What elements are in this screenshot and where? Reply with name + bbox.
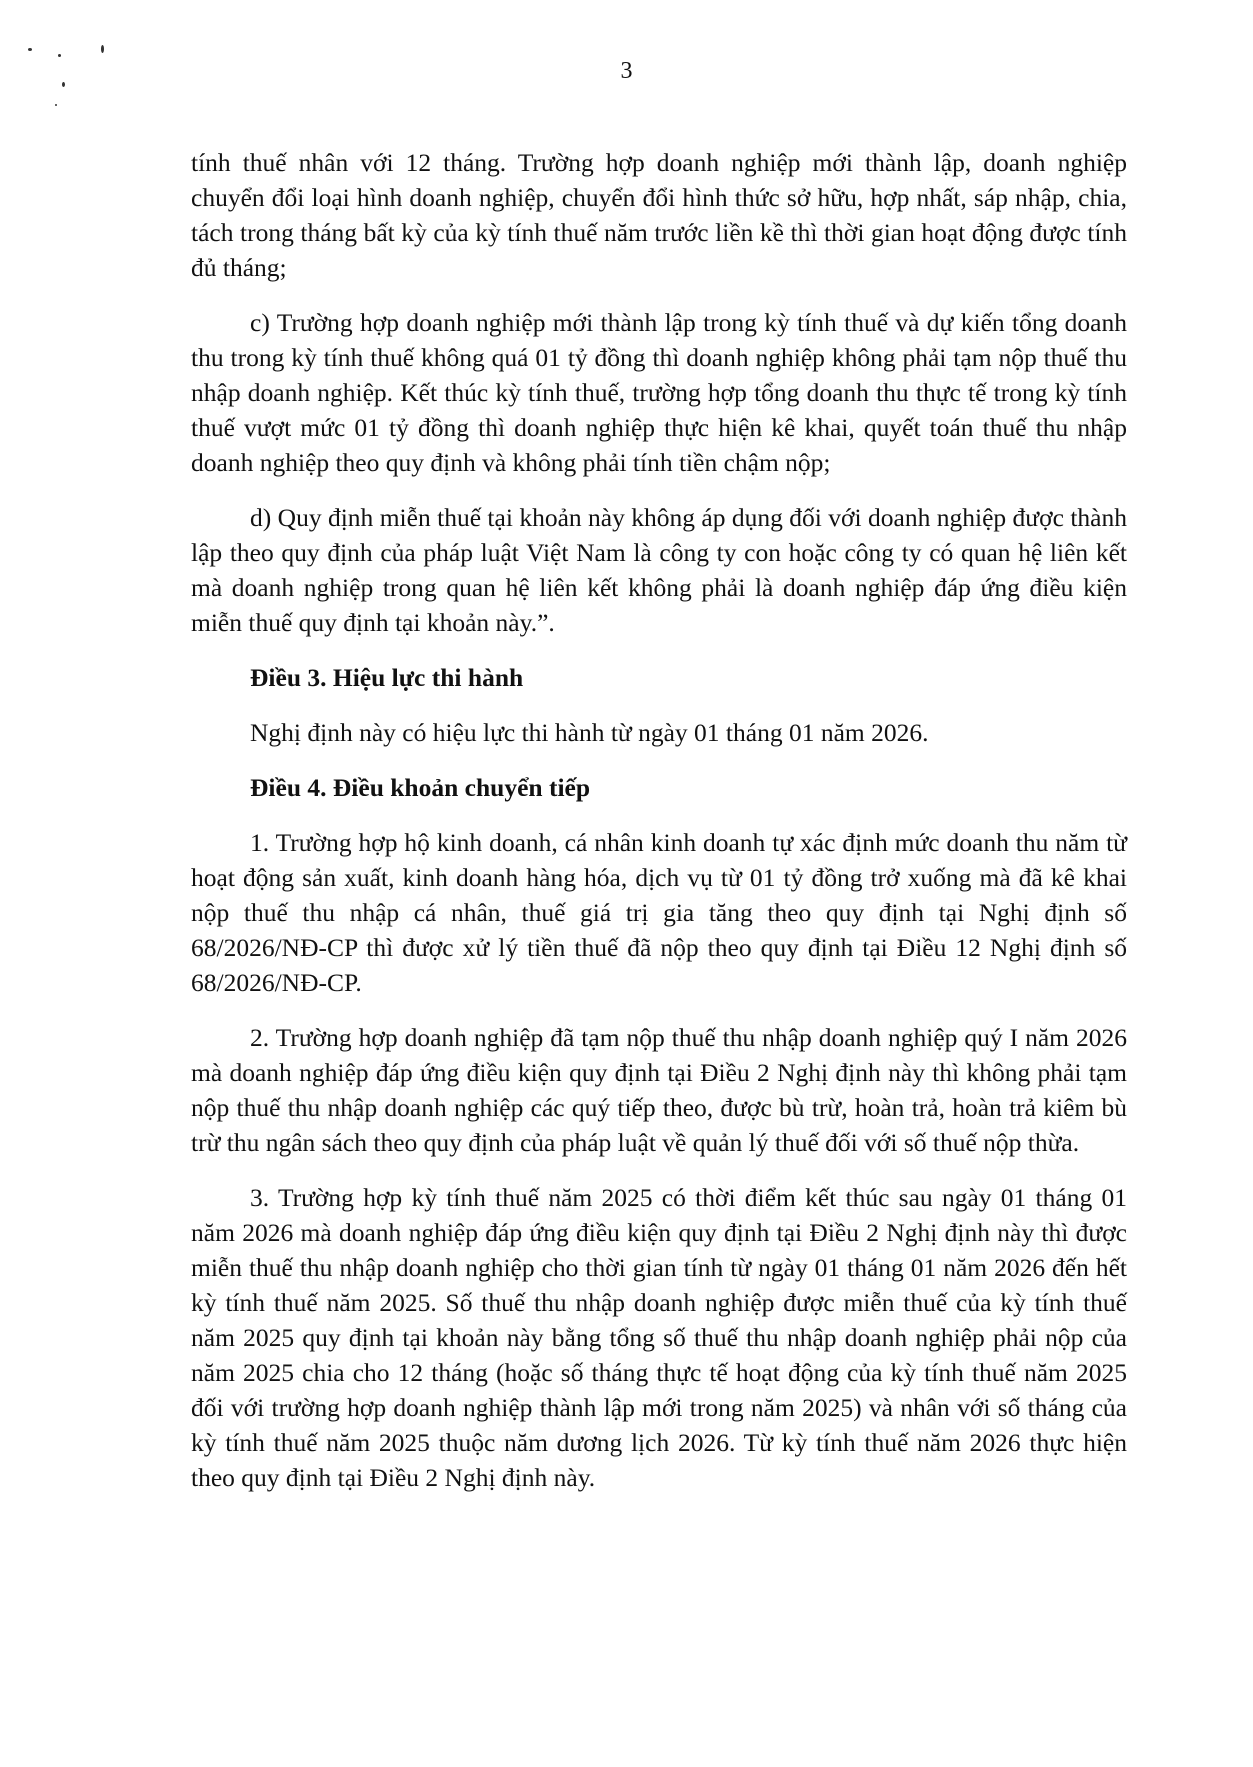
article-3-text: Nghị định này có hiệu lực thi hành từ ngày 01 tháng 01 năm 2026. bbox=[250, 718, 929, 747]
scan-speck bbox=[58, 54, 61, 57]
page-number: 3 bbox=[620, 58, 633, 84]
article-4-clause-1: 1. Trường hợp hộ kinh doanh, cá nhân kinh doanh tự xác định mức doanh thu năm từ hoạt động sản xuất, kinh doanh hàng hóa, dịch vụ từ 01 tỷ đồng trở xuống mà đã kê khai nộp thuế thu nhập cá nhân, thuế giá trị gia tăng theo quy định tại Nghị định số 68/2026/NĐ-CP thì được xử lý tiền thuế đã nộp theo quy định tại Điều 12 Nghị định số 68/2026/NĐ-CP. bbox=[191, 828, 1127, 997]
scan-speck bbox=[55, 104, 57, 106]
paragraph-continuation: tính thuế nhân với 12 tháng. Trường hợp doanh nghiệp mới thành lập, doanh nghiệp chuyển đổi loại hình doanh nghiệp, chuyển đổi hình thức sở hữu, hợp nhất, sáp nhập, chia, tách trong tháng bất kỳ của kỳ tính thuế năm trước liền kề thì thời gian hoạt động được tính đủ tháng; bbox=[191, 148, 1127, 282]
paragraph-point-c: c) Trường hợp doanh nghiệp mới thành lập trong kỳ tính thuế và dự kiến tổng doanh thu trong kỳ tính thuế không quá 01 tỷ đồng thì doanh nghiệp không phải tạm nộp thuế thu nhập doanh nghiệp. Kết thúc kỳ tính thuế, trường hợp tổng doanh thu thực tế trong kỳ tính thuế vượt mức 01 tỷ đồng thì doanh nghiệp thực hiện kê khai, quyết toán thuế thu nhập doanh nghiệp theo quy định và không phải tính tiền chậm nộp; bbox=[191, 308, 1127, 477]
scan-speck bbox=[101, 45, 104, 53]
article-3-heading: Điều 3. Hiệu lực thi hành bbox=[250, 663, 524, 692]
article-4-heading: Điều 4. Điều khoản chuyển tiếp bbox=[250, 773, 591, 802]
scan-speck bbox=[28, 48, 32, 51]
article-4-clause-3: 3. Trường hợp kỳ tính thuế năm 2025 có thời điểm kết thúc sau ngày 01 tháng 01 năm 2026 mà doanh nghiệp đáp ứng điều kiện quy định tại Điều 2 Nghị định này thì được miễn thuế thu nhập doanh nghiệp cho thời gian tính từ ngày 01 tháng 01 năm 2026 đến hết kỳ tính thuế năm 2025. Số thuế thu nhập doanh nghiệp được miễn thuế của kỳ tính thuế năm 2025 quy định tại khoản này bằng tổng số thuế thu nhập doanh nghiệp phải nộp của năm 2025 chia cho 12 tháng (hoặc số tháng thực tế hoạt động của kỳ tính thuế năm 2025 đối với trường hợp doanh nghiệp thành lập mới trong năm 2025) và nhân với số tháng của kỳ tính thuế năm 2025 thuộc năm dương lịch 2026. Từ kỳ tính thuế năm 2026 thực hiện theo quy định tại Điều 2 Nghị định này. bbox=[191, 1183, 1127, 1492]
article-4-clause-2: 2. Trường hợp doanh nghiệp đã tạm nộp thuế thu nhập doanh nghiệp quý I năm 2026 mà doanh nghiệp đáp ứng điều kiện quy định tại Điều 2 Nghị định này thì không phải tạm nộp thuế thu nhập doanh nghiệp các quý tiếp theo, được bù trừ, hoàn trả, hoàn trả kiêm bù trừ thu ngân sách theo quy định của pháp luật về quản lý thuế đối với số thuế nộp thừa. bbox=[191, 1023, 1127, 1157]
paragraph-point-d: d) Quy định miễn thuế tại khoản này không áp dụng đối với doanh nghiệp được thành lập theo quy định của pháp luật Việt Nam là công ty con hoặc công ty có quan hệ liên kết mà doanh nghiệp trong quan hệ liên kết không phải là doanh nghiệp đáp ứng điều kiện miễn thuế quy định tại khoản này.”. bbox=[191, 503, 1127, 637]
document-body bbox=[191, 145, 1127, 1515]
